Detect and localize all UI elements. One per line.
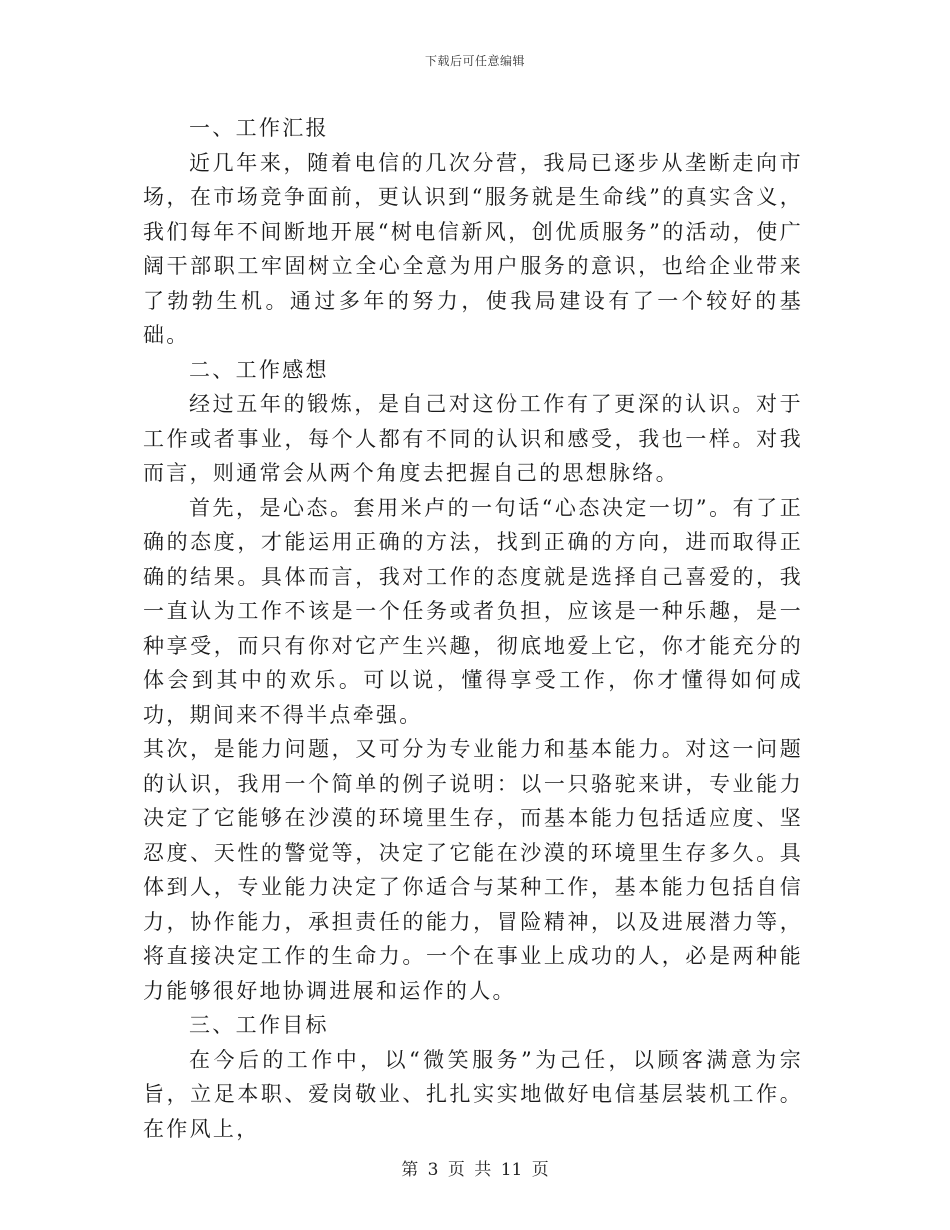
paragraph: 其次，是能力问题，又可分为专业能力和基本能力。对这一问题的认识，我用一个简单的例子说明：以一只骆驼来讲，专业能力决定了它能够在沙漠的环境里生存，而基本能力包括适应度、坚忍度、天性的警觉等，决定了它能在沙漠的环境里生存多久。具体到人，专业能力决定了你适合与某种工作，基本能力包括自信力，协作能力，承担责任的能力，冒险精神，以及进展潜力等，将直接决定工作的生命力。一个在事业上成功的人，必是两种能力能够很好地协调进展和运作的人。 (143, 737, 803, 1003)
paragraph: 经过五年的锻炼，是自己对这份工作有了更深的认识。对于工作或者事业，每个人都有不同的认识和感受，我也一样。对我而言，则通常会从两个角度去把握自己的思想脉络。 (143, 392, 803, 485)
page-header-note: 下载后可任意编辑 (424, 54, 525, 68)
paragraph: 首先，是心态。套用米卢的一句话“心态决定一切”。有了正确的态度，才能运用正确的方法，找到正确的方向，进而取得正确的结果。具体而言，我对工作的态度就是选择自己喜爱的，我一直认为工作不该是一个任务或者负担，应该是一种乐趣，是一种享受，而只有你对它产生兴趣，彻底地爱上它，你才能充分的体会到其中的欢乐。可以说，懂得享受工作，你才懂得如何成功，期间来不得半点牵强。 (143, 495, 803, 727)
document-body (143, 111, 803, 1146)
section-heading-work-goals: 三、工作目标 (189, 1013, 329, 1037)
paragraph: 近几年来，随着电信的几次分营，我局已逐步从垄断走向市场，在市场竞争面前，更认识到“服务就是生命线”的真实含义，我们每年不间断地开展“树电信新风，创优质服务”的活动，使广阔干部职工牢固树立全心全意为用户服务的意识，也给企业带来了勃勃生机。通过多年的努力，使我局建设有了一个较好的基础。 (143, 150, 803, 347)
section-heading-work-reflections: 二、工作感想 (189, 357, 329, 382)
paragraph: 在今后的工作中，以“微笑服务”为己任，以顾客满意为宗旨，立足本职、爱岗敬业、扎扎实实地做好电信基层装机工作。在作风上， (143, 1047, 803, 1141)
section-heading-work-report: 一、工作汇报 (189, 116, 329, 140)
page-number: 第 3 页 共 11 页 (401, 1160, 549, 1180)
